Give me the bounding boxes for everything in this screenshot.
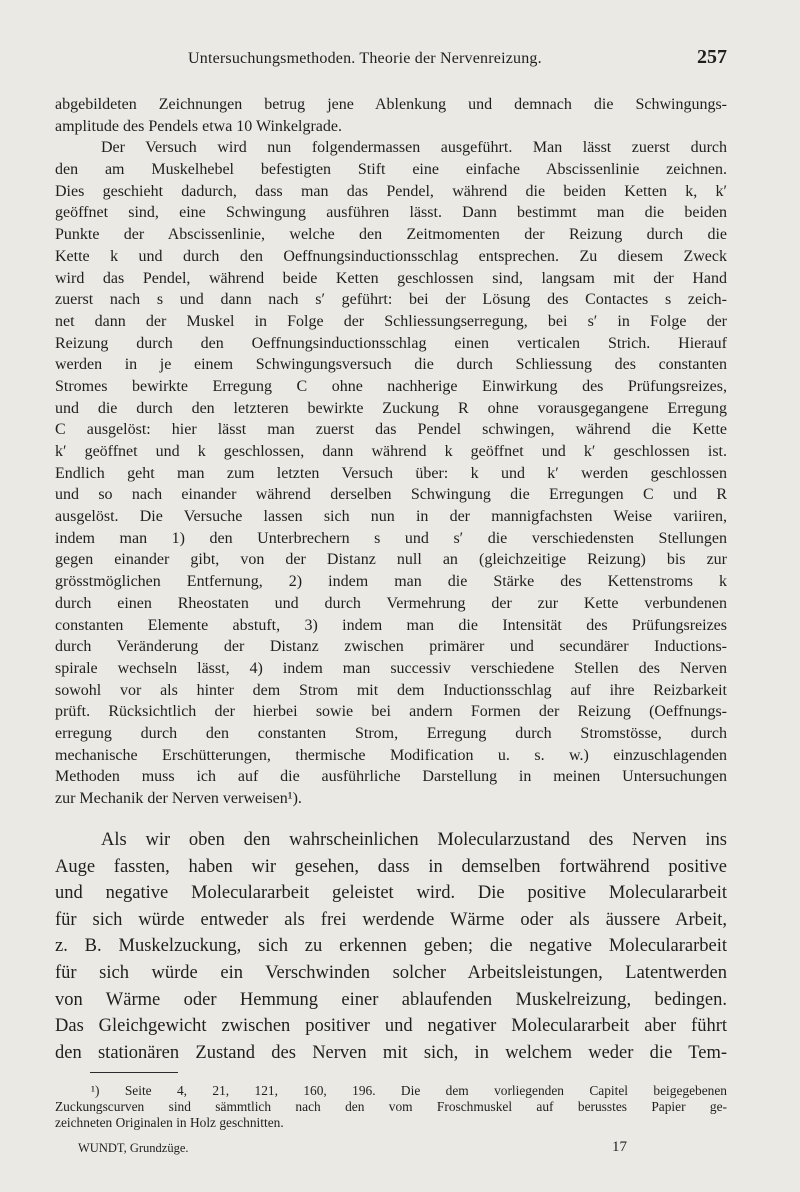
text-line: und so nach einander während derselben Schwingung die Erregungen C und R xyxy=(55,486,727,504)
paragraph-method xyxy=(55,94,727,810)
text-line: für sich würde entweder als frei werdende Wärme oder als äussere Arbeit, xyxy=(55,909,727,930)
text-line: geöffnet sind, eine Schwingung ausführen lässt. Dann bestimmt man die beiden xyxy=(55,204,727,222)
footnote-divider xyxy=(90,1072,178,1073)
text-line: grösstmöglichen Entfernung, 2) indem man die Stärke des Kettenstroms k xyxy=(55,573,727,591)
text-line: Endlich geht man zum letzten Versuch über: k und k′ werden geschlossen xyxy=(55,464,727,482)
text-line: C ausgelöst: hier lässt man zuerst das Pendel schwingen, während die Kette xyxy=(55,421,727,439)
text-line: spirale wechseln lässt, 4) indem man successiv verschiedene Stellen des Nerven xyxy=(55,659,727,677)
text-line: zuerst nach s und dann nach s′ geführt: bei der Lösung des Contactes s zeich- xyxy=(55,291,727,309)
text-line: Methoden muss ich auf die ausführliche Darstellung in meinen Untersuchungen xyxy=(55,768,727,786)
text-line: indem man 1) den Unterbrechern s und s′ die verschiedensten Stellungen xyxy=(55,529,727,547)
text-line: durch Veränderung der Distanz zwischen primärer und secundärer Inductions- xyxy=(55,638,727,656)
text-line: abgebildeten Zeichnungen betrug jene Ablenkung und demnach die Schwingungs- xyxy=(55,96,727,113)
text-line: k′ geöffnet und k geschlossen, dann während k geöffnet und k′ geschlossen ist. xyxy=(55,443,727,460)
text-line: mechanische Erschütterungen, thermische Modification u. s. w.) einzuschlagenden xyxy=(55,746,727,764)
page-header xyxy=(55,46,727,74)
text-line: Punkte der Abscissenlinie, welche den Zeitmomenten der Reizung durch die xyxy=(55,226,727,244)
text-line: durch einen Rheostaten und durch Vermehrung der zur Kette verbundenen xyxy=(55,594,727,612)
running-title: Untersuchungsmethoden. Theorie der Nervenreizung. xyxy=(188,50,542,67)
printer-signature: WUNDT, Grundzüge. xyxy=(78,1141,189,1155)
text-line: Als wir oben den wahrscheinlichen Molecularzustand des Nerven ins xyxy=(101,830,727,850)
text-line: den stationären Zustand des Nerven mit sich, in welchem weder die Tem- xyxy=(55,1042,727,1063)
text-line: zur Mechanik der Nerven verweisen¹). xyxy=(55,790,302,807)
text-line: prüft. Rücksichtlich der hierbei sowie bei andern Formen der Reizung (Oeffnungs- xyxy=(55,703,727,721)
text-line: Dies geschieht dadurch, dass man das Pendel, während die beiden Ketten k, k′ xyxy=(55,182,727,200)
footnote-line: ¹) Seite 4, 21, 121, 160, 196. Die dem vorliegenden Capitel beigegebenen xyxy=(91,1083,727,1098)
sheet-number: 17 xyxy=(612,1139,627,1155)
footnote xyxy=(55,1083,727,1131)
page-number: 257 xyxy=(697,46,727,68)
text-line: z. B. Muskelzuckung, sich zu erkennen geben; die negative Moleculararbeit xyxy=(55,936,727,957)
text-line: und negative Moleculararbeit geleistet wird. Die positive Moleculararbeit xyxy=(55,883,727,904)
text-line: net dann der Muskel in Folge der Schliessungserregung, bei s′ in Folge der xyxy=(55,312,727,330)
text-line: Stromes bewirkte Erregung C ohne nachherige Einwirkung des Prüfungsreizes, xyxy=(55,377,727,395)
text-line: Auge fassten, haben wir gesehen, dass in demselben fortwährend positive xyxy=(55,856,727,877)
paragraph-molecular xyxy=(55,827,727,1066)
text-line: Kette k und durch den Oeffnungsinductionsschlag entsprechen. Zu diesem Zweck xyxy=(55,247,727,265)
footnote-line: Zuckungscurven sind sämmtlich nach den vom Froschmuskel auf berusstes Papier ge- xyxy=(55,1099,727,1114)
text-line: wird das Pendel, während beide Ketten geschlossen sind, langsam mit der Hand xyxy=(55,269,727,287)
text-line: den am Muskelhebel befestigten Stift eine einfache Abscissenlinie zeichnen. xyxy=(55,161,727,179)
text-line: amplitude des Pendels etwa 10 Winkelgrade. xyxy=(55,117,342,135)
footnote-line: zeichneten Originalen in Holz geschnitten. xyxy=(55,1115,284,1130)
text-line: gegen einander gibt, von der Distanz null an (gleichzeitige Reizung) bis zur xyxy=(55,551,727,569)
text-line: constanten Elemente abstuft, 3) indem man die Intensität des Prüfungsreizes xyxy=(55,616,727,634)
text-line: und die durch den letzteren bewirkte Zuckung R ohne vorausgegangene Erregung xyxy=(55,399,727,417)
text-line: Das Gleichgewicht zwischen positiver und negativer Moleculararbeit aber führt xyxy=(55,1016,727,1037)
text-line: Reizung durch den Oeffnungsinductionsschlag einen verticalen Strich. Hierauf xyxy=(55,334,727,352)
text-line: für sich würde ein Verschwinden solcher Arbeitsleistungen, Latentwerden xyxy=(55,962,727,983)
text-line: Der Versuch wird nun folgendermassen ausgeführt. Man lässt zuerst durch xyxy=(101,139,727,157)
text-line: sowohl vor als hinter dem Strom mit dem Inductionsschlag auf ihre Reizbarkeit xyxy=(55,681,727,699)
text-line: werden in je einem Schwingungsversuch die durch Schliessung des constanten xyxy=(55,356,727,374)
text-line: ausgelöst. Die Versuche lassen sich nun in der mannigfachsten Weise variiren, xyxy=(55,508,727,526)
text-line: von Wärme oder Hemmung einer ablaufenden Muskelreizung, bedingen. xyxy=(55,989,727,1010)
text-line: erregung durch den constanten Strom, Erregung durch Stromstösse, durch xyxy=(55,724,727,742)
